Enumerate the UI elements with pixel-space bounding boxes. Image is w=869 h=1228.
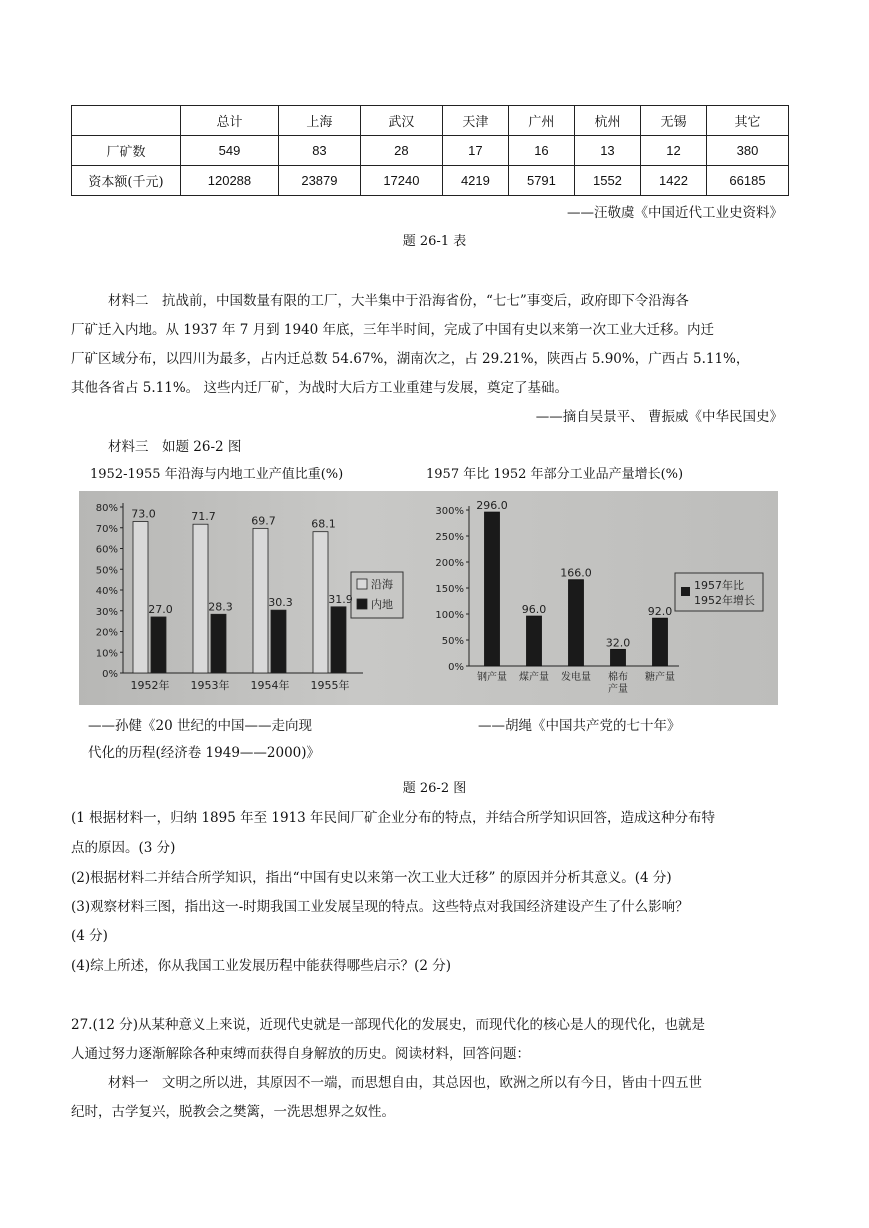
bar [611, 649, 626, 666]
question-line: (4)综上所述，你从我国工业发展历程中能获得哪些启示？(2 分) [71, 958, 452, 974]
y-tick-label: 50% [95, 565, 118, 577]
table-caption: 题 26-1 表 [402, 234, 467, 249]
bar [193, 524, 208, 673]
data-label: 31.9 [328, 592, 353, 606]
table-row [72, 136, 789, 166]
x-tick-label: 1953年 [190, 679, 230, 692]
x-tick-label: 产量 [608, 684, 628, 695]
data-label: 68.1 [311, 517, 336, 531]
table-cell: 120288 [181, 166, 279, 196]
data-label: 27.0 [148, 602, 173, 616]
figure-caption: 题 26-2 图 [402, 781, 467, 796]
table-header-cell: 杭州 [574, 106, 640, 136]
y-tick-label: 80% [95, 503, 118, 514]
table-cell: 5791 [508, 166, 574, 196]
y-tick-label: 150% [435, 584, 464, 595]
table-row [72, 166, 789, 196]
bar [211, 614, 226, 673]
data-label: 69.7 [251, 514, 276, 528]
data-label: 96.0 [521, 603, 547, 617]
bar [313, 532, 328, 673]
q27-line: 材料一 文明之所以进，其原因不一端，而思想自由，其总因也，欧洲之所以有今日，皆由十四五世 [108, 1075, 702, 1091]
table-cell: 83 [278, 136, 360, 166]
table-header-cell: 广州 [508, 106, 574, 136]
bar [527, 616, 542, 666]
y-tick-label: 0% [102, 669, 118, 680]
legend-label: 沿海 [371, 578, 393, 591]
question-line: 点的原因。(3 分) [71, 840, 176, 856]
table-header-cell: 总计 [181, 106, 279, 136]
y-tick-label: 50% [441, 636, 464, 647]
y-tick-label: 10% [95, 648, 118, 660]
left-chart-heading: 1952-1955 年沿海与内地工业产值比重(%) [90, 467, 344, 482]
table-cell: 4219 [442, 166, 508, 196]
data-label: 92.0 [647, 605, 673, 619]
table-header-cell: 其它 [706, 106, 788, 136]
factory-distribution-table [71, 105, 789, 196]
table-cell: 12 [640, 136, 706, 166]
question-line: (4 分) [71, 928, 108, 944]
q27-line: 人通过努力逐渐解除各种束缚而获得自身解放的历史。阅读材料，回答问题： [71, 1046, 530, 1062]
q27-line: 纪时，古学复兴，脱教会之樊篱，一洗思想界之奴性。 [71, 1104, 395, 1120]
data-label: 32.0 [605, 636, 631, 650]
x-tick-label: 煤产量 [519, 672, 549, 683]
right-chart-heading: 1957 年比 1952 年部分工业品产量增长(%) [426, 467, 684, 482]
data-label: 30.3 [268, 596, 293, 610]
question-line: (1 根据材料一，归纳 1895 年至 1913 年民间厂矿企业分布的特点，并结合所学知识回答，造成这种分布特 [71, 810, 716, 826]
x-tick-label: 棉布 [608, 672, 628, 683]
left-chart-source: 代化的历程(经济卷 1949——2000)》 [88, 745, 321, 761]
y-tick-label: 0% [448, 662, 464, 673]
legend-label: 内地 [371, 598, 393, 611]
material2-source: ——摘自吴景平、 曹振威《中华民国史》 [535, 409, 783, 425]
table-cell: 16 [508, 136, 574, 166]
legend-label: 1952年增长 [694, 594, 755, 607]
bar [485, 512, 500, 666]
table-cell: 13 [574, 136, 640, 166]
table-header-cell: 无锡 [640, 106, 706, 136]
x-tick-label: 1952年 [130, 679, 170, 692]
data-label: 73.0 [131, 507, 156, 521]
table-cell: 380 [706, 136, 788, 166]
data-label: 28.3 [208, 600, 233, 614]
bar [151, 617, 166, 673]
y-tick-label: 60% [95, 544, 118, 556]
y-tick-label: 70% [95, 523, 118, 535]
y-tick-label: 30% [95, 606, 118, 618]
table-cell: 17240 [360, 166, 442, 196]
table-cell: 17 [442, 136, 508, 166]
x-tick-label: 1955年 [310, 679, 350, 692]
table-cell: 28 [360, 136, 442, 166]
table-cell: 549 [181, 136, 279, 166]
table-header-row [72, 106, 789, 136]
data-label: 166.0 [560, 566, 592, 580]
left-chart-source: ——孙健《20 世纪的中国——走向现 [88, 718, 312, 734]
table-header-cell [72, 106, 181, 136]
bar [653, 618, 668, 666]
row-label: 厂矿数 [72, 136, 181, 166]
y-tick-label: 20% [95, 627, 118, 639]
question-line: (3)观察材料三图，指出这一-时期我国工业发展呈现的特点。这些特点对我国经济建设产生了什么影响？ [71, 899, 689, 915]
table-cell: 1552 [574, 166, 640, 196]
data-label: 71.7 [191, 510, 216, 524]
material2-line: 厂矿迁入内地。从 1937 年 7 月到 1940 年底，三年半时间，完成了中国有史以来第一次工业大迁移。内迁 [71, 322, 715, 338]
bar [133, 522, 148, 673]
material2-line: 材料二 抗战前，中国数量有限的工厂，大半集中于沿海省份，“七七”事变后，政府即下令沿海各 [108, 293, 689, 309]
x-tick-label: 糖产量 [645, 672, 675, 683]
table-header-cell: 武汉 [360, 106, 442, 136]
legend-swatch [357, 599, 367, 609]
data-label: 296.0 [476, 499, 508, 513]
y-tick-label: 200% [435, 558, 464, 569]
material3-label: 材料三 如题 26-2 图 [108, 439, 242, 455]
charts-svg [79, 491, 778, 705]
material2-line: 厂矿区域分布，以四川为最多，占内迁总数 54.67%，湖南次之，占 29.21%，陕西占 5.90%，广西占 5.11%， [71, 351, 750, 367]
legend-label: 1957年比 [694, 579, 744, 592]
y-tick-label: 250% [435, 532, 464, 543]
right-chart-source: ——胡绳《中国共产党的七十年》 [478, 718, 681, 734]
x-tick-label: 发电量 [561, 672, 591, 683]
table-header-cell: 上海 [278, 106, 360, 136]
question-line: (2)根据材料二并结合所学知识，指出“中国有史以来第一次工业大迁移” 的原因并分析其意义。(4 分) [71, 870, 672, 886]
bar [569, 580, 584, 666]
table-source: ——汪敬虞《中国近代工业史资料》 [567, 205, 783, 221]
legend-swatch [681, 587, 690, 596]
row-label: 资本额(千元) [72, 166, 181, 196]
bar [331, 607, 346, 673]
x-tick-label: 钢产量 [477, 672, 507, 683]
q27-line: 27.(12 分)从某种意义上来说，近现代史就是一部现代化的发展史，而现代化的核心是人的现代化，也就是 [71, 1017, 705, 1033]
table-header-cell: 天津 [442, 106, 508, 136]
material2-line: 其他各省占 5.11%。 这些内迁厂矿，为战时大后方工业重建与发展，奠定了基础。 [71, 380, 568, 396]
x-tick-label: 1954年 [250, 679, 290, 692]
table-cell: 66185 [706, 166, 788, 196]
y-tick-label: 300% [435, 506, 464, 517]
bar [253, 528, 268, 673]
bar [271, 610, 286, 673]
y-tick-label: 100% [435, 610, 464, 621]
table-cell: 1422 [640, 166, 706, 196]
chart-photo [79, 491, 778, 705]
table-cell: 23879 [278, 166, 360, 196]
y-tick-label: 40% [95, 586, 118, 597]
legend-swatch [357, 579, 367, 589]
